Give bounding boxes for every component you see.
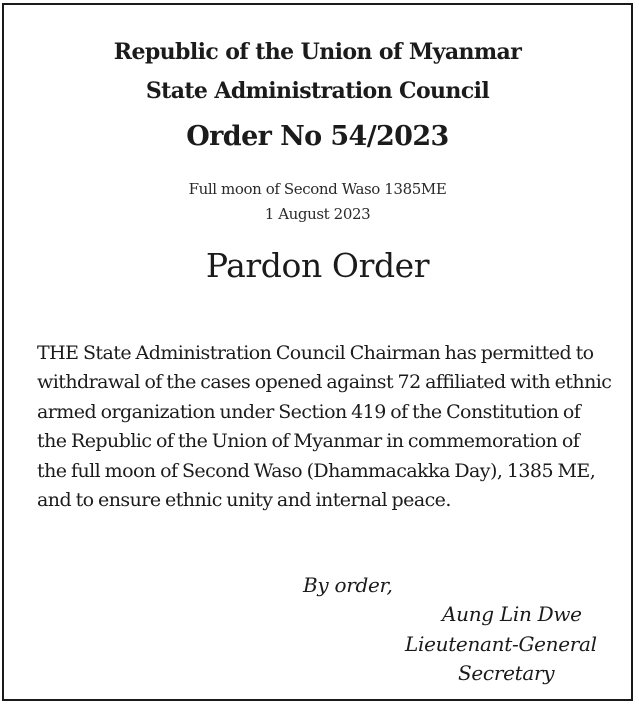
header-council: State Administration Council — [145, 78, 490, 104]
header-country: Republic of the Union of Myanmar — [113, 39, 522, 65]
body-line: the Republic of the Union of Myanmar in commemoration of — [37, 430, 580, 453]
signatory-name: Aung Lin Dwe — [442, 602, 582, 626]
pardon-order-document — [4, 5, 631, 699]
body-line: and to ensure ethnic unity and internal peace. — [37, 489, 451, 512]
order-number: Order No 54/2023 — [186, 121, 449, 152]
by-order-label: By order, — [303, 573, 393, 597]
body-line: the full moon of Second Waso (Dhammacakka Day), 1385 ME, — [37, 459, 596, 482]
signatory-title: Secretary — [458, 661, 555, 685]
order-body — [37, 339, 627, 515]
body-line: THE State Administration Council Chairman has permitted to — [37, 342, 594, 364]
signatory-rank: Lieutenant-General — [405, 632, 597, 656]
document-frame — [2, 3, 633, 701]
body-line: withdrawal of the cases opened against 72 affiliated with ethnic — [37, 371, 612, 394]
date-lunar: Full moon of Second Waso 1385ME — [188, 180, 447, 198]
document-title: Pardon Order — [205, 246, 430, 285]
date-gregorian: 1 August 2023 — [264, 205, 371, 223]
body-line: armed organization under Section 419 of the Constitution of — [37, 400, 581, 423]
